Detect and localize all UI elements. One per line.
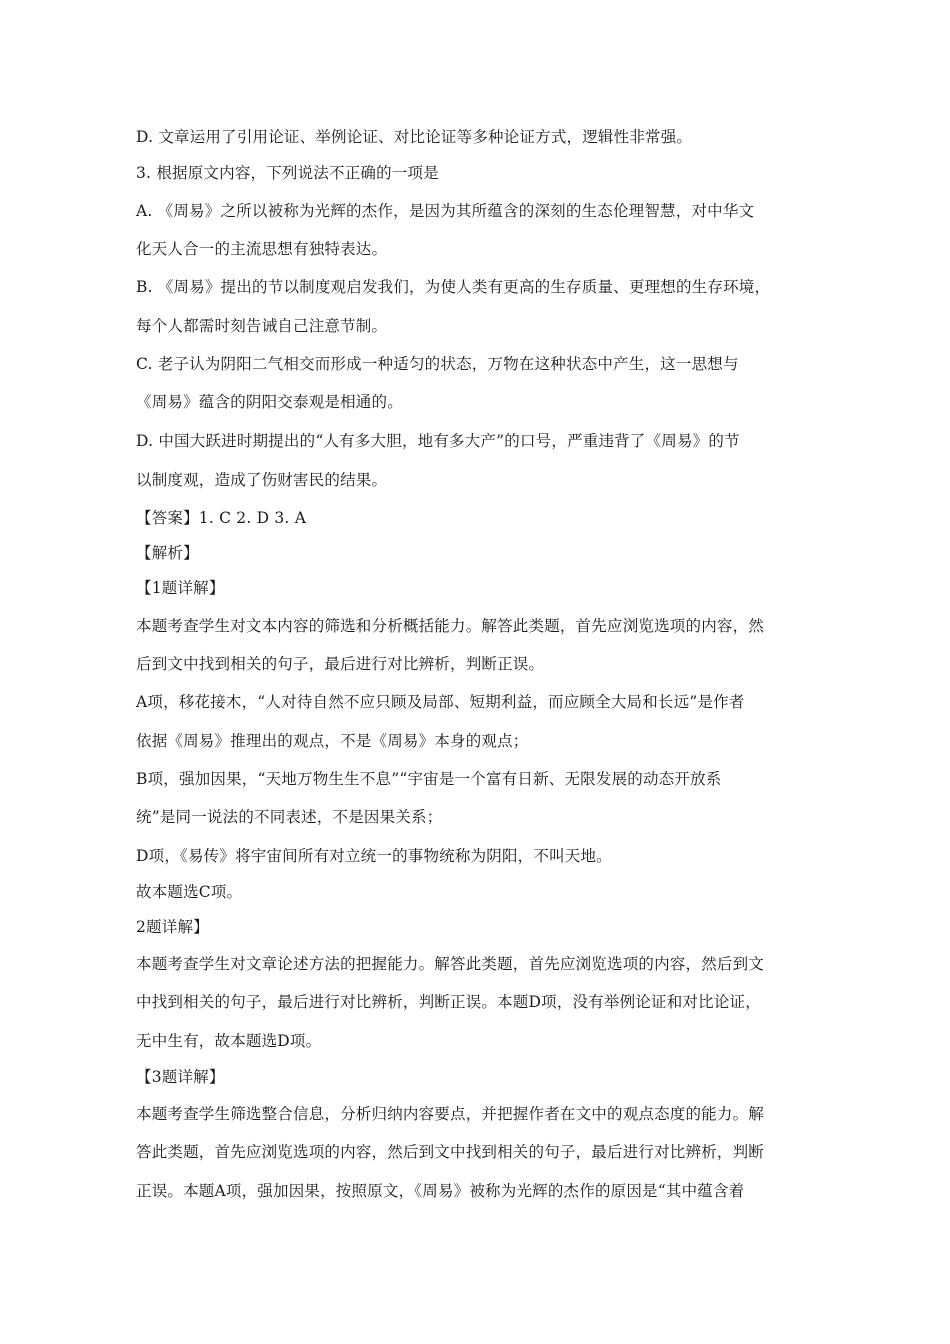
q3-explanation-line-3: 正误。本题A项，强加因果，按照原文，《周易》被称为光辉的杰作的原因是“其中蕴含着	[136, 1182, 745, 1200]
q1-explanation-line-4: 依据《周易》推理出的观点，不是《周易》本身的观点；	[136, 732, 529, 750]
q2-explanation-line-3: 无中生有，故本题选D项。	[136, 1032, 322, 1050]
option-d-line-2: 以制度观，造成了伤财害民的结果。	[136, 471, 388, 489]
option-b-line-2: 每个人都需时刻告诫自己注意节制。	[136, 317, 388, 335]
option-c-line-1: C. 老子认为阴阳二气相交而形成一种适匀的状态，万物在这种状态中产生，这一思想与	[136, 355, 739, 373]
q3-explanation-line-1: 本题考查学生筛选整合信息，分析归纳内容要点，并把握作者在文中的观点态度的能力。解	[136, 1105, 765, 1123]
option-d-q2: D. 文章运用了引用论证、举例论证、对比论证等多种论证方式，逻辑性非常强。	[136, 128, 693, 146]
q1-explanation-line-2: 后到文中找到相关的句子，最后进行对比辨析，判断正误。	[136, 655, 545, 673]
q2-explanation-line-1: 本题考查学生对文章论述方法的把握能力。解答此类题，首先应浏览选项的内容，然后到文	[136, 955, 765, 973]
q1-explanation-line-5: B项，强加因果，“天地万物生生不息”“宇宙是一个富有日新、无限发展的动态开放系	[136, 770, 722, 788]
option-b-line-1: B. 《周易》提出的节以制度观启发我们，为使人类有更高的生存质量、更理想的生存环境，	[136, 278, 771, 296]
q3-explanation-heading: 【3题详解】	[136, 1068, 225, 1086]
q1-explanation-line-7: D项，《易传》将宇宙间所有对立统一的事物统称为阴阳，不叫天地。	[136, 847, 612, 865]
option-c-line-2: 《周易》蕴含的阴阳交泰观是相通的。	[136, 393, 403, 411]
answer-line: 【答案】1. C 2. D 3. A	[136, 509, 307, 527]
q1-explanation-line-3: A项，移花接木，“人对待自然不应只顾及局部、短期利益，而应顾全大局和长远”是作者	[136, 693, 745, 711]
option-d-line-1: D. 中国大跃进时期提出的“人有多大胆，地有多大产”的口号，严重违背了《周易》的节	[136, 432, 740, 450]
option-a-line-1: A. 《周易》之所以被称为光辉的杰作，是因为其所蕴含的深刻的生态伦理智慧，对中华文	[136, 202, 755, 220]
question-3-stem: 3. 根据原文内容，下列说法不正确的一项是	[136, 164, 439, 182]
q1-explanation-line-6: 统”是同一说法的不同表述，不是因果关系；	[136, 808, 443, 826]
analysis-heading: 【解析】	[136, 544, 199, 562]
q2-explanation-line-2: 中找到相关的句子，最后进行对比辨析，判断正误。本题D项，没有举例论证和对比论证，	[136, 993, 761, 1011]
option-a-line-2: 化天人合一的主流思想有独特表达。	[136, 240, 388, 258]
q1-explanation-line-1: 本题考查学生对文本内容的筛选和分析概括能力。解答此类题，首先应浏览选项的内容，然	[136, 617, 765, 635]
q3-explanation-line-2: 答此类题，首先应浏览选项的内容，然后到文中找到相关的句子，最后进行对比辨析，判断	[136, 1143, 765, 1161]
q1-explanation-heading: 【1题详解】	[136, 579, 225, 597]
q1-conclusion: 故本题选C项。	[136, 883, 243, 901]
q2-explanation-heading: 2题详解】	[136, 918, 209, 936]
